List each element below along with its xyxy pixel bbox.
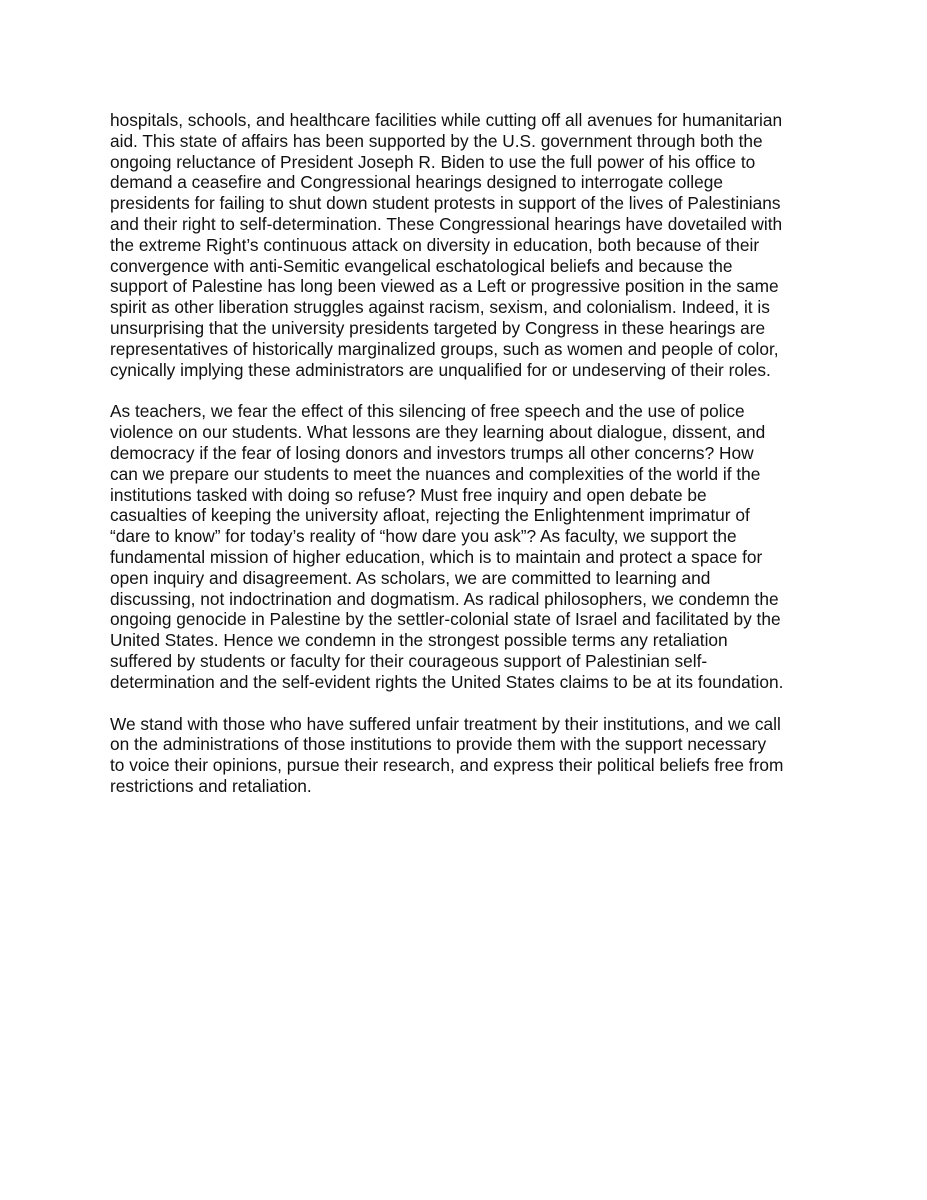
text-line: “dare to know” for today’s reality of “how dare you ask”? As faculty, we support the xyxy=(110,526,737,547)
paragraph-1 xyxy=(110,110,822,380)
text-line: cynically implying these administrators are unqualified for or undeserving of their roles. xyxy=(110,359,771,380)
text-line: to voice their opinions, pursue their research, and express their political beliefs free from xyxy=(110,755,784,776)
text-line: As teachers, we fear the effect of this silencing of free speech and the use of police xyxy=(110,401,745,422)
text-line: presidents for failing to shut down student protests in support of the lives of Palestinians xyxy=(110,193,781,214)
text-line: casualties of keeping the university afloat, rejecting the Enlightenment imprimatur of xyxy=(110,505,750,526)
text-line: institutions tasked with doing so refuse? Must free inquiry and open debate be xyxy=(110,484,707,505)
text-line: the extreme Right’s continuous attack on diversity in education, both because of their xyxy=(110,234,760,255)
text-line: discussing, not indoctrination and dogmatism. As radical philosophers, we condemn the xyxy=(110,588,779,609)
text-line: fundamental mission of higher education, which is to maintain and protect a space for xyxy=(110,546,763,567)
text-line: support of Palestine has long been viewed as a Left or progressive position in the same xyxy=(110,276,779,297)
text-line: violence on our students. What lessons are they learning about dialogue, dissent, and xyxy=(110,422,766,443)
text-line: democracy if the fear of losing donors and investors trumps all other concerns? How xyxy=(110,442,754,463)
text-line: on the administrations of those institutions to provide them with the support necessary xyxy=(110,734,767,755)
text-line: hospitals, schools, and healthcare facilities while cutting off all avenues for humanitarian xyxy=(110,110,783,130)
text-line: aid. This state of affairs has been supported by the U.S. government through both the xyxy=(110,130,763,151)
text-line: unsurprising that the university presidents targeted by Congress in these hearings are xyxy=(110,317,766,338)
text-line: ongoing reluctance of President Joseph R. Biden to use the full power of his office to xyxy=(110,151,756,172)
paragraph-2 xyxy=(110,401,822,692)
text-line: ongoing genocide in Palestine by the settler-colonial state of Israel and facilitated by the xyxy=(110,609,781,630)
text-line: demand a ceasefire and Congressional hearings designed to interrogate college xyxy=(110,172,723,193)
text-line: representatives of historically marginalized groups, such as women and people of color, xyxy=(110,338,779,359)
text-line: determination and the self-evident rights the United States claims to be at its foundation. xyxy=(110,671,784,692)
text-line: We stand with those who have suffered unfair treatment by their institutions, and we call xyxy=(110,713,781,734)
text-line: suffered by students or faculty for their courageous support of Palestinian self- xyxy=(110,650,708,671)
text-line: spirit as other liberation struggles against racism, sexism, and colonialism. Indeed, it is xyxy=(110,297,770,318)
text-line: convergence with anti-Semitic evangelical eschatological beliefs and because the xyxy=(110,255,733,276)
text-line: United States. Hence we condemn in the strongest possible terms any retaliation xyxy=(110,630,728,651)
text-line: and their right to self-determination. These Congressional hearings have dovetailed with xyxy=(110,213,783,234)
document-body xyxy=(110,110,822,818)
text-line: can we prepare our students to meet the nuances and complexities of the world if the xyxy=(110,463,761,484)
text-line: open inquiry and disagreement. As scholars, we are committed to learning and xyxy=(110,567,711,588)
paragraph-3 xyxy=(110,714,822,797)
text-line: restrictions and retaliation. xyxy=(110,775,312,796)
